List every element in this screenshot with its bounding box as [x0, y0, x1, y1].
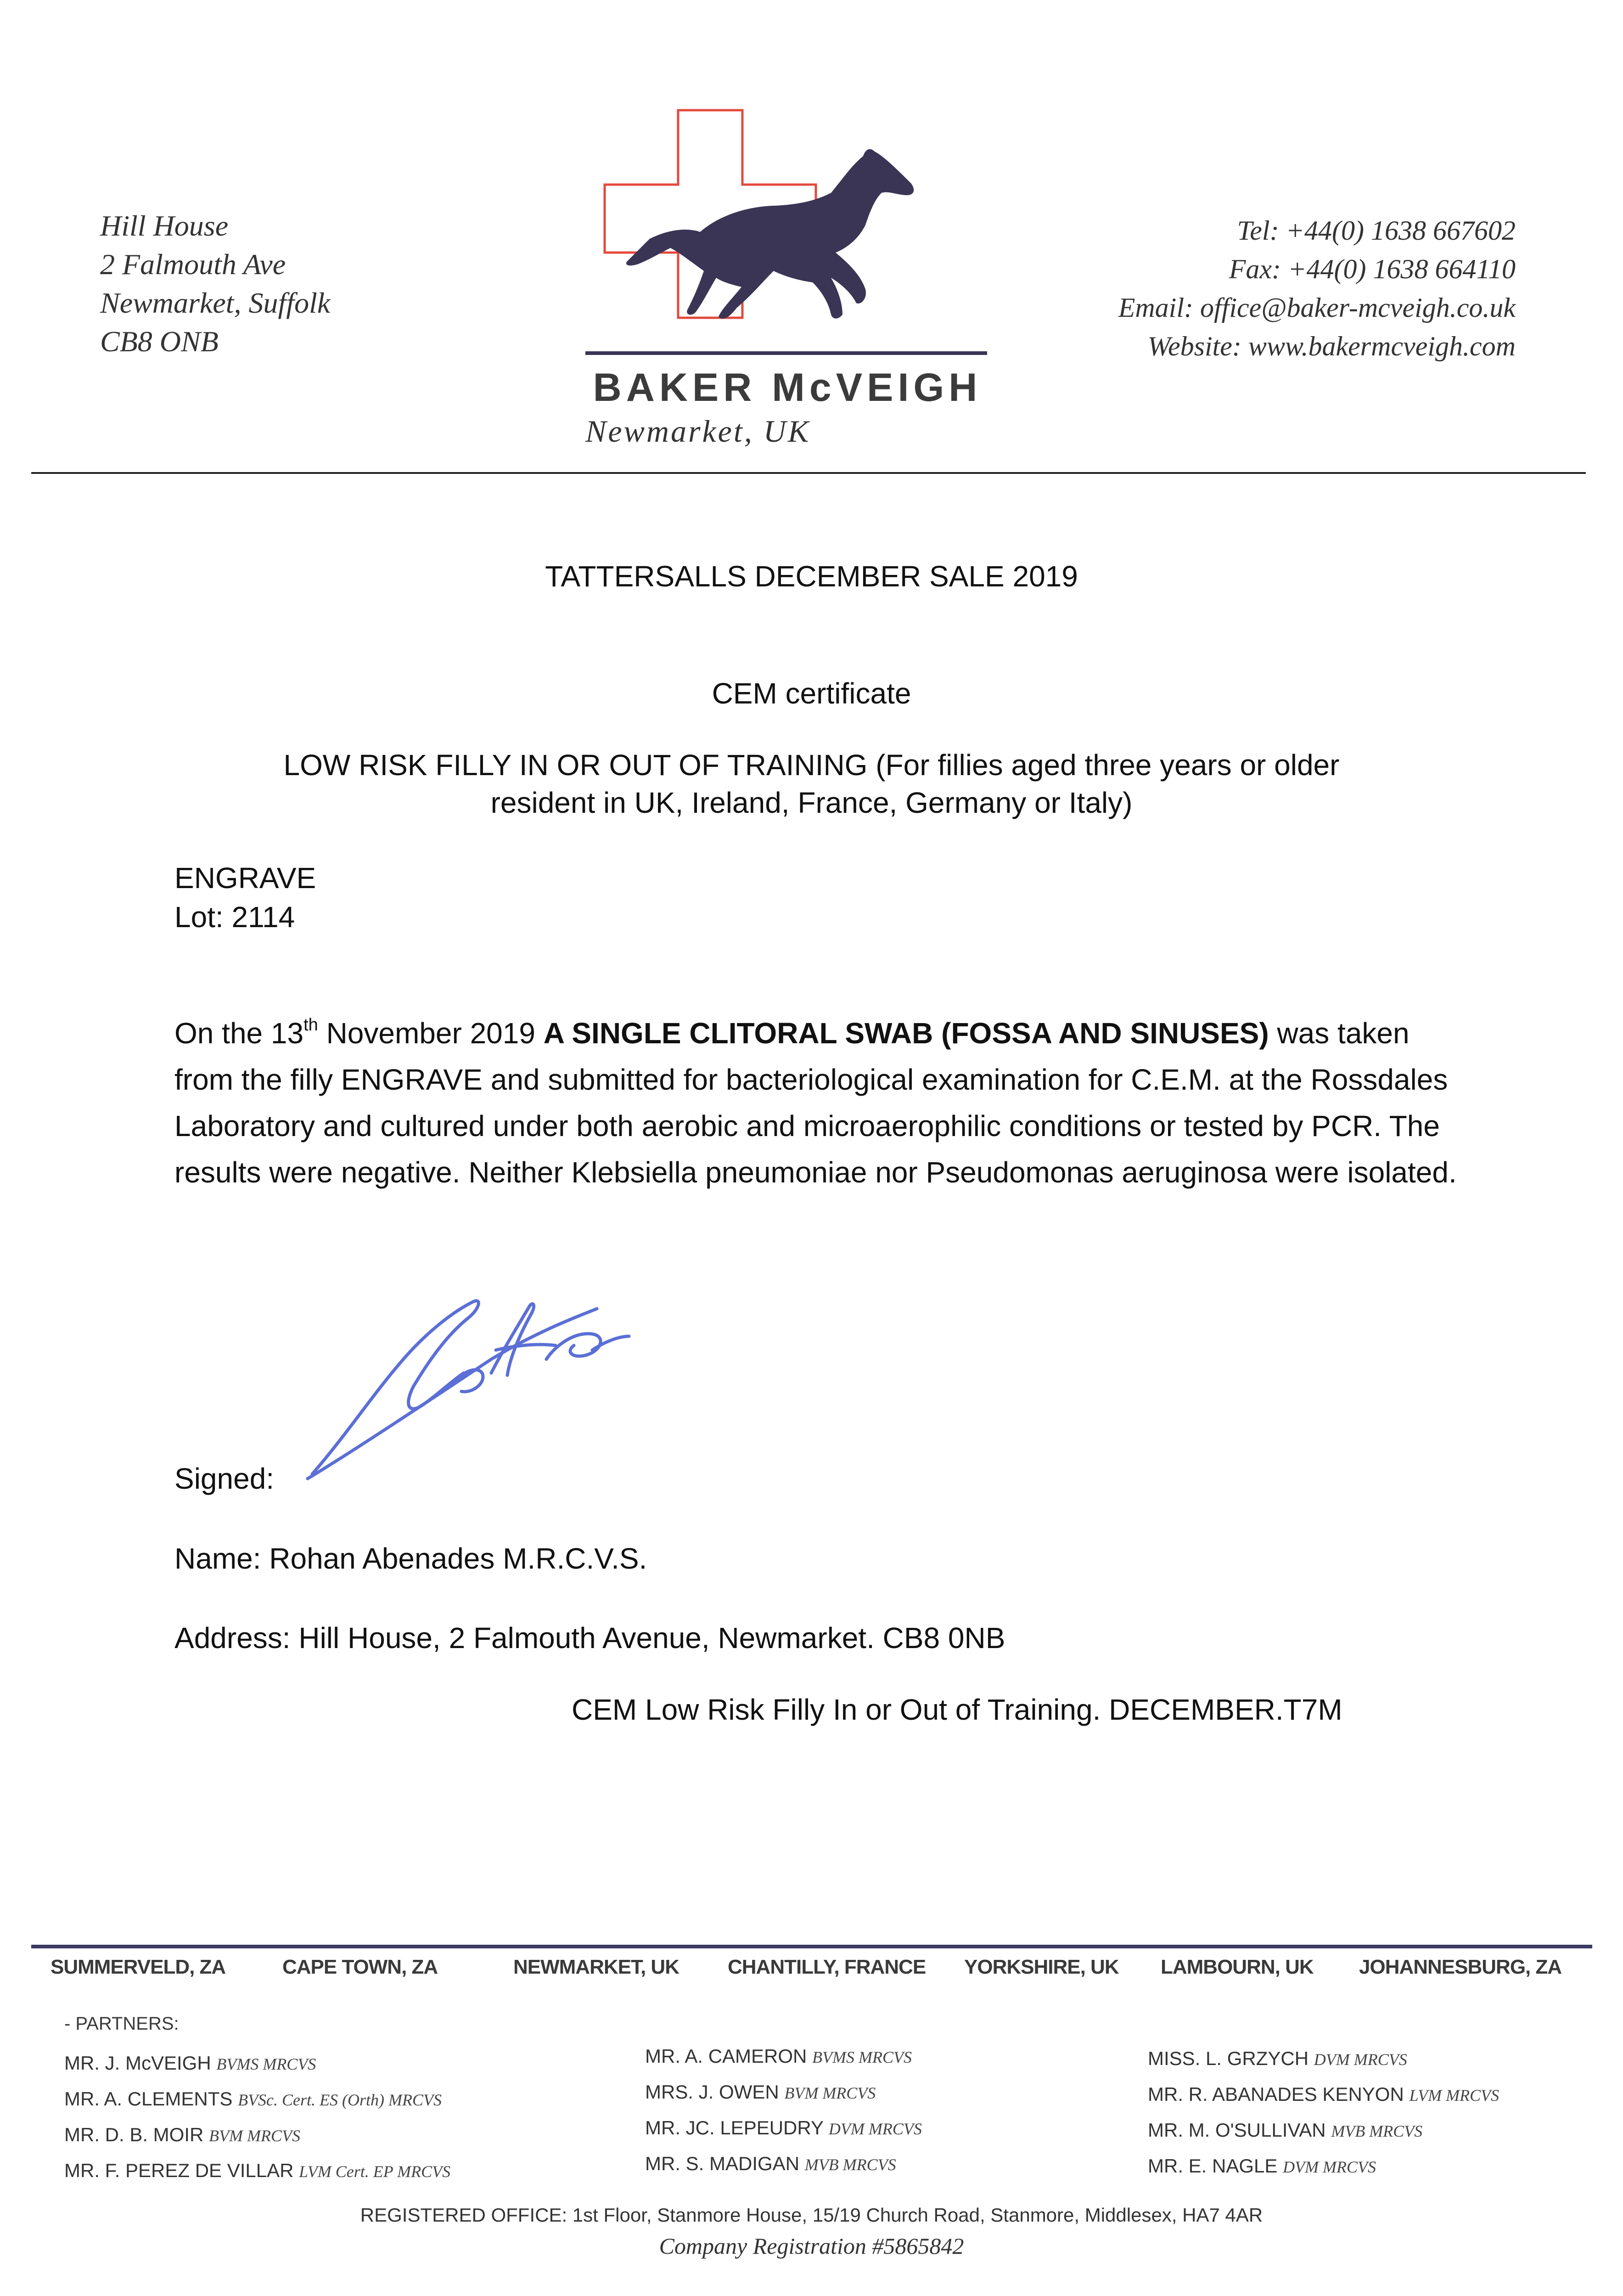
- partner-qualification: DVM MRCVS: [1283, 2158, 1376, 2176]
- horse-icon: [626, 149, 914, 319]
- partner-entry: [645, 2039, 922, 2075]
- location-johannesburg: JOHANNESBURG, ZA: [1359, 1956, 1562, 1978]
- partner-qualification: BVM MRCVS: [784, 2084, 876, 2102]
- logo-place: Newmarket, UK: [585, 414, 811, 449]
- partner-qualification: BVMS MRCVS: [216, 2055, 316, 2073]
- lot-number: Lot: 2114: [174, 900, 295, 934]
- horse-name: ENGRAVE: [174, 861, 316, 895]
- partner-name: MRS. J. OWEN: [645, 2081, 779, 2103]
- location-newmarket: NEWMARKET, UK: [513, 1956, 679, 1978]
- location-summerveld: SUMMERVELD, ZA: [51, 1956, 226, 1978]
- address-line: 2 Falmouth Ave: [100, 248, 286, 281]
- location-cape-town: CAPE TOWN, ZA: [282, 1956, 438, 1978]
- partner-name: MR. J. McVEIGH: [64, 2052, 211, 2074]
- location-lambourn: LAMBOURN, UK: [1161, 1956, 1314, 1978]
- para-rest: was taken from the filly ENGRAVE and submitted for bacteriological examination for C.E.M. at the Rossdales Laboratory and cultured under both aerobic and microaerophilic conditions or tested by PCR. The results were negative. Neither Klebsiella pneumoniae nor Pseudomonas aeruginosa were isolated.: [174, 1017, 1457, 1189]
- contact-fax: Fax: +44(0) 1638 664110: [1229, 254, 1516, 284]
- location-chantilly: CHANTILLY, FRANCE: [728, 1956, 926, 1978]
- partner-name: MR. F. PEREZ DE VILLAR: [64, 2160, 294, 2181]
- logo-name: BAKER McVEIGH: [593, 366, 982, 410]
- company-registration: Company Registration #5865842: [659, 2233, 964, 2259]
- location-yorkshire: YORKSHIRE, UK: [964, 1956, 1119, 1978]
- vet-address: Address: Hill House, 2 Falmouth Avenue, Newmarket. CB8 0NB: [174, 1621, 1005, 1654]
- risk-category: [0, 746, 1623, 822]
- address-line: Newmarket, Suffolk: [100, 287, 331, 319]
- horse-details: [174, 859, 316, 937]
- contact-email: Email: office@baker-mcveigh.co.uk: [1118, 293, 1516, 323]
- partner-name: MR. E. NAGLE: [1148, 2155, 1278, 2177]
- partner-qualification: MVB MRCVS: [804, 2155, 896, 2174]
- partner-entry: [645, 2146, 922, 2182]
- header-divider: [31, 472, 1586, 474]
- partner-name: MR. A. CAMERON: [645, 2045, 807, 2067]
- para-intro: On the 13: [174, 1017, 304, 1050]
- sale-title: TATTERSALLS DECEMBER SALE 2019: [545, 560, 1078, 593]
- partner-name: MR. JC. LEPEUDRY: [645, 2117, 824, 2138]
- partner-name: MR. S. MADIGAN: [645, 2153, 800, 2174]
- partner-entry: [645, 2075, 922, 2110]
- partner-entry: [1148, 2041, 1499, 2077]
- partner-entry: [1148, 2149, 1499, 2184]
- para-sup: th: [303, 1015, 318, 1035]
- partner-qualification: LVM Cert. EP MRCVS: [299, 2162, 451, 2181]
- partner-entry: [64, 2153, 450, 2189]
- partner-qualification: DVM MRCVS: [1314, 2050, 1407, 2069]
- partner-name: MR. D. B. MOIR: [64, 2124, 204, 2145]
- partners-column: [64, 2046, 450, 2189]
- logo-underline: [585, 351, 987, 355]
- contact-tel: Tel: +44(0) 1638 667602: [1237, 215, 1516, 246]
- partner-entry: [1148, 2077, 1499, 2113]
- partner-entry: [1148, 2113, 1499, 2149]
- partners-column: [1148, 2041, 1499, 2184]
- partner-name: MR. A. CLEMENTS: [64, 2088, 233, 2110]
- registered-office: REGISTERED OFFICE: 1st Floor, Stanmore House, 15/19 Church Road, Stanmore, Middlesex, HA7 4AR: [360, 2204, 1263, 2226]
- partners-heading: - PARTNERS:: [64, 2014, 179, 2034]
- contact-block: [1118, 211, 1516, 366]
- footer-divider: [31, 1945, 1592, 1948]
- partner-qualification: BVM MRCVS: [209, 2127, 300, 2145]
- partner-qualification: BVSc. Cert. ES (Orth) MRCVS: [238, 2091, 442, 2109]
- signature: [298, 1277, 666, 1497]
- partner-name: MR. R. ABANADES KENYON: [1148, 2083, 1404, 2105]
- signed-label: Signed:: [174, 1462, 275, 1495]
- partner-qualification: BVMS MRCVS: [812, 2048, 912, 2066]
- partner-qualification: DVM MRCVS: [828, 2120, 922, 2138]
- contact-website: Website: www.bakermcveigh.com: [1147, 331, 1516, 361]
- para-date: November 2019: [318, 1017, 544, 1050]
- certificate-title: CEM certificate: [712, 677, 911, 710]
- address-line: Hill House: [100, 209, 229, 242]
- certificate-reference: CEM Low Risk Filly In or Out of Training. DECEMBER.T7M: [572, 1693, 1342, 1726]
- vet-name: Name: Rohan Abenades M.R.C.V.S.: [174, 1542, 647, 1575]
- partner-name: MISS. L. GRZYCH: [1148, 2048, 1309, 2069]
- partner-entry: [64, 2117, 450, 2153]
- partner-entry: [64, 2046, 450, 2082]
- address-block: [100, 207, 330, 361]
- partner-qualification: MVB MRCVS: [1331, 2122, 1423, 2140]
- address-line: CB8 ONB: [100, 325, 219, 358]
- partner-qualification: LVM MRCVS: [1409, 2086, 1499, 2105]
- partners-column: [645, 2039, 922, 2182]
- risk-line: LOW RISK FILLY IN OR OUT OF TRAINING (For fillies aged three years or older: [283, 748, 1340, 782]
- risk-line: resident in UK, Ireland, France, Germany or Italy): [490, 786, 1133, 819]
- certificate-body: [174, 1010, 1460, 1196]
- partner-entry: [64, 2082, 450, 2117]
- swab-description: A SINGLE CLITORAL SWAB (FOSSA AND SINUSES): [543, 1017, 1269, 1050]
- partner-entry: [645, 2110, 922, 2146]
- partner-name: MR. M. O'SULLIVAN: [1148, 2119, 1326, 2141]
